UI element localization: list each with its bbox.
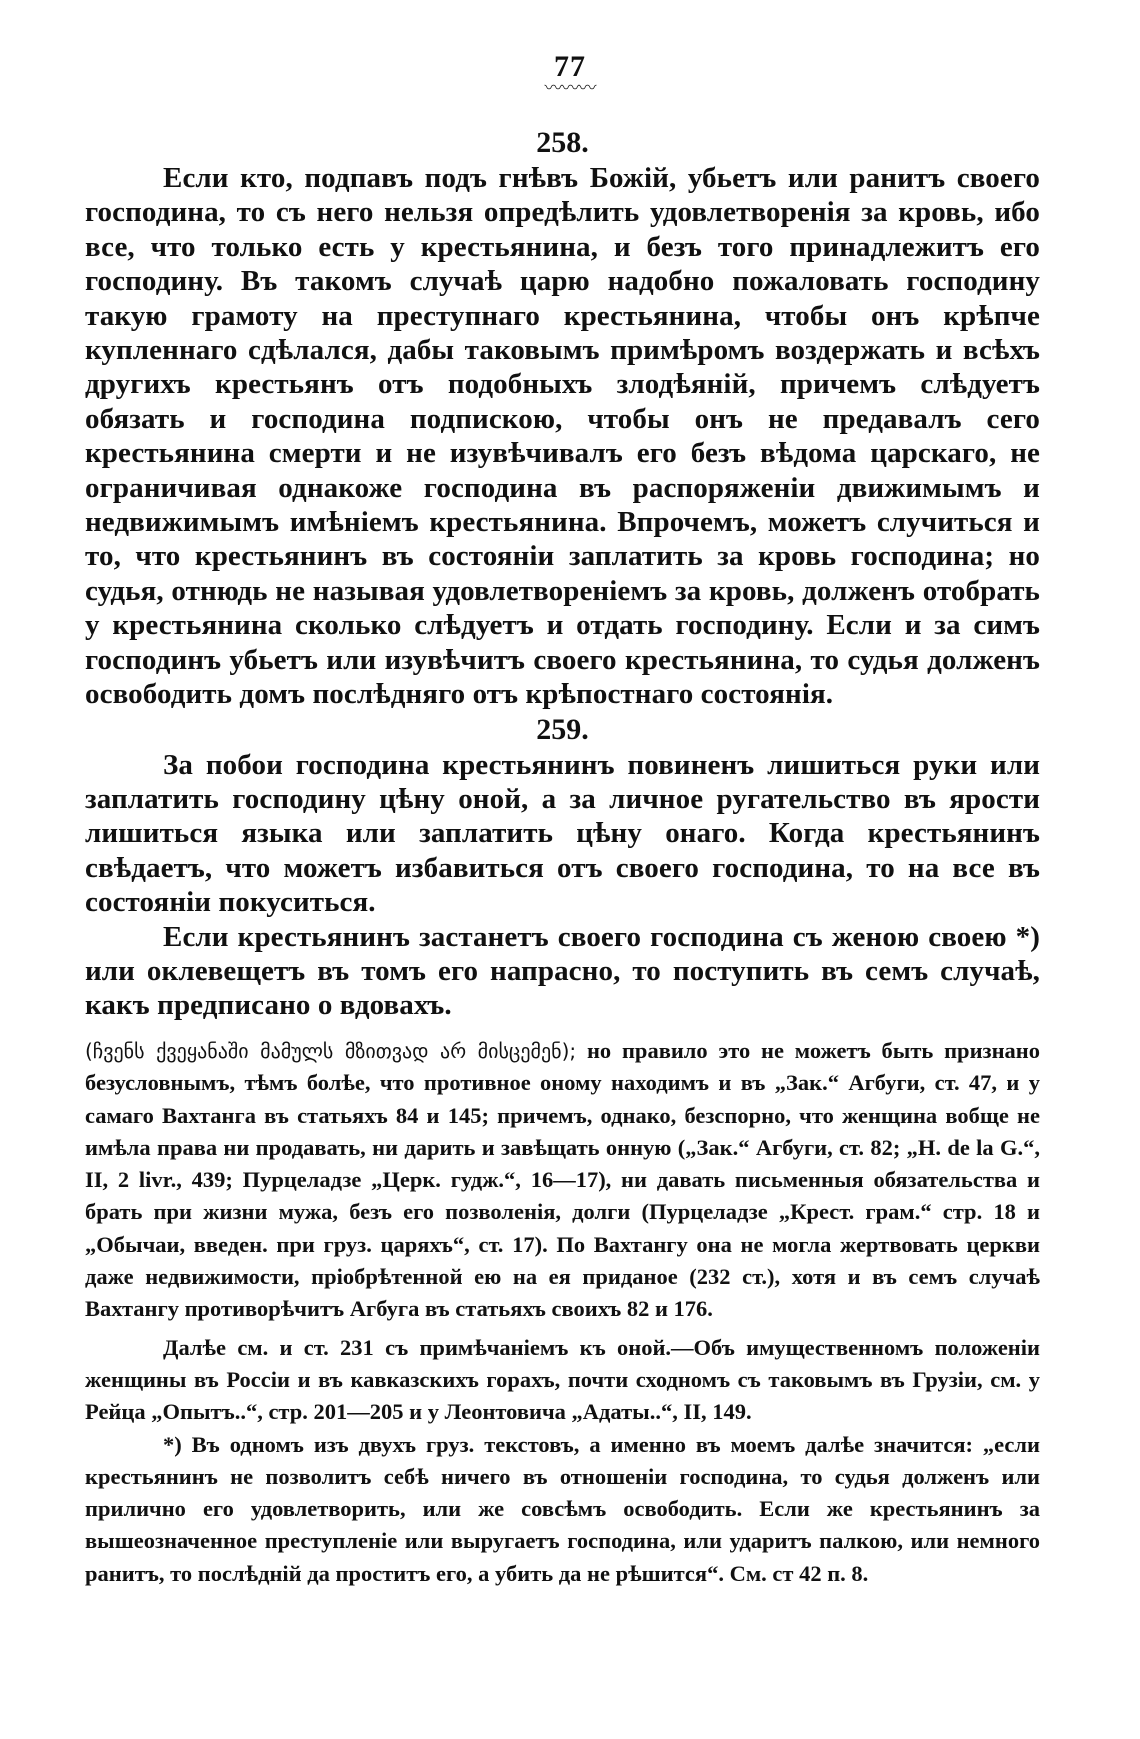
main-text	[85, 125, 1040, 1023]
footnotes	[85, 1035, 1040, 1590]
section-number-258: 258.	[536, 126, 589, 159]
section-259-paragraph-1: За побои господина крестьянинъ повиненъ лишиться руки или заплатить господину цѣну оной, а за личное ругательство въ ярости лишиться языка или заплатить цѣну онаго. Когда крестьянинъ свѣдаетъ, что можетъ избавиться отъ своего господина, то на все въ состояніи покуситься.	[85, 748, 1040, 919]
section-number-259: 259.	[536, 712, 589, 746]
section-259-paragraph-2: Если крестьянинъ застанетъ своего господина съ женою своею *) или оклевещетъ въ томъ его напрасно, то поступить въ семъ случаѣ, какъ предписано о вдовахъ.	[85, 920, 1040, 1022]
footnote-asterisk: *) Въ одномъ изъ двухъ груз. текстовъ, а именно въ моемъ далѣе значится: „если крестьянинъ не позволитъ себѣ ничего въ отношеніи господина, то судья долженъ или прилично его удовлетворить, или же совсѣмъ освободить. Если же крестьянинъ за вышеозначенное преступленіе или выругаетъ господина, или ударитъ палкою, или немного ранитъ, то послѣдній да проститъ его, а убить да не рѣшится“. См. ст 42 п. 8.	[85, 1431, 1040, 1586]
page-number: 77	[554, 50, 586, 83]
footnote-2: Далѣе см. и ст. 231 съ примѣчаніемъ къ оной.—Объ имущественномъ положеніи женщины въ Россіи и въ кавказскихъ горахъ, почти сходномъ съ таковымъ въ Грузіи, см. у Рейца „Опытъ..“, стр. 201—205 и у Леонтовича „Адаты..“, II, 149.	[85, 1334, 1040, 1425]
section-258-paragraph: Если кто, подпавъ подъ гнѣвъ Божій, убьетъ или ранитъ своего господина, то съ него нельзя опредѣлить удовлетворенія за кровь, ибо все, что только есть у крестьянина, и безъ того принадлежитъ его господину. Въ такомъ случаѣ царю надобно пожаловать господину такую грамоту на преступнаго крестьянина, чтобы онъ крѣпче купленнаго сдѣлался, дабы таковымъ примѣромъ воздержать и всѣхъ другихъ крестьянъ отъ подобныхъ злодѣяній, причемъ слѣдуетъ обязать и господина подпискою, чтобы онъ не предавалъ сего крестьянина смерти и не изувѣчивалъ его безъ вѣдома царскаго, не ограничивая однакоже господина въ распоряженіи движимымъ и недвижимымъ имѣніемъ крестьянина. Впрочемъ, можетъ случиться и то, что крестьянинъ въ состояніи заплатить за кровь господина; но судья, отнюдь не называя удовлетвореніемъ за кровь, долженъ отобрать у крестьянина сколько слѣдуетъ и отдать господину. Если и за симъ господинъ убьетъ или изувѣчитъ своего крестьянина, то судья долженъ освободить домъ послѣдняго отъ крѣпостнаго состоянія.	[85, 162, 1040, 711]
footnote-1-text: но правило это не можетъ быть признано безусловнымъ, тѣмъ болѣе, что противное оному находимъ и въ „Зак.“ Агбуги, ст. 47, и у самаго Вахтанга въ статьяхъ 84 и 145; причемъ, однако, безспорно, что женщина вобще не имѣла права ни продавать, ни дарить и завѣщать онную („Зак.“ Агбуги, ст. 82; „H. de la G.“, II, 2 livr., 439; Пурцеладзе „Церк. гудж.“, 16—17), ни давать письменныя обязательства и брать при жизни мужа, безъ его позволенія, долги (Пурцеладзе „Крест. грам.“ стр. 18 и „Обычаи, введен. при груз. царяхъ“, ст. 17). По Вахтангу она не могла жертвовать церкви даже недвижимости, пріобрѣтенной ею на ея приданое (232 ст.), хотя и въ семъ случаѣ Вахтангу противорѣчитъ Агбуга въ статьяхъ своихъ 82 и 176.	[85, 1038, 1041, 1322]
page-number-ornament: 〰〰〰	[544, 78, 596, 98]
footnote-1	[85, 1035, 1040, 1326]
georgian-quote: (ჩვენს ქვეყანაში მამულს მზითვად არ მისცემენ);	[85, 1039, 577, 1063]
